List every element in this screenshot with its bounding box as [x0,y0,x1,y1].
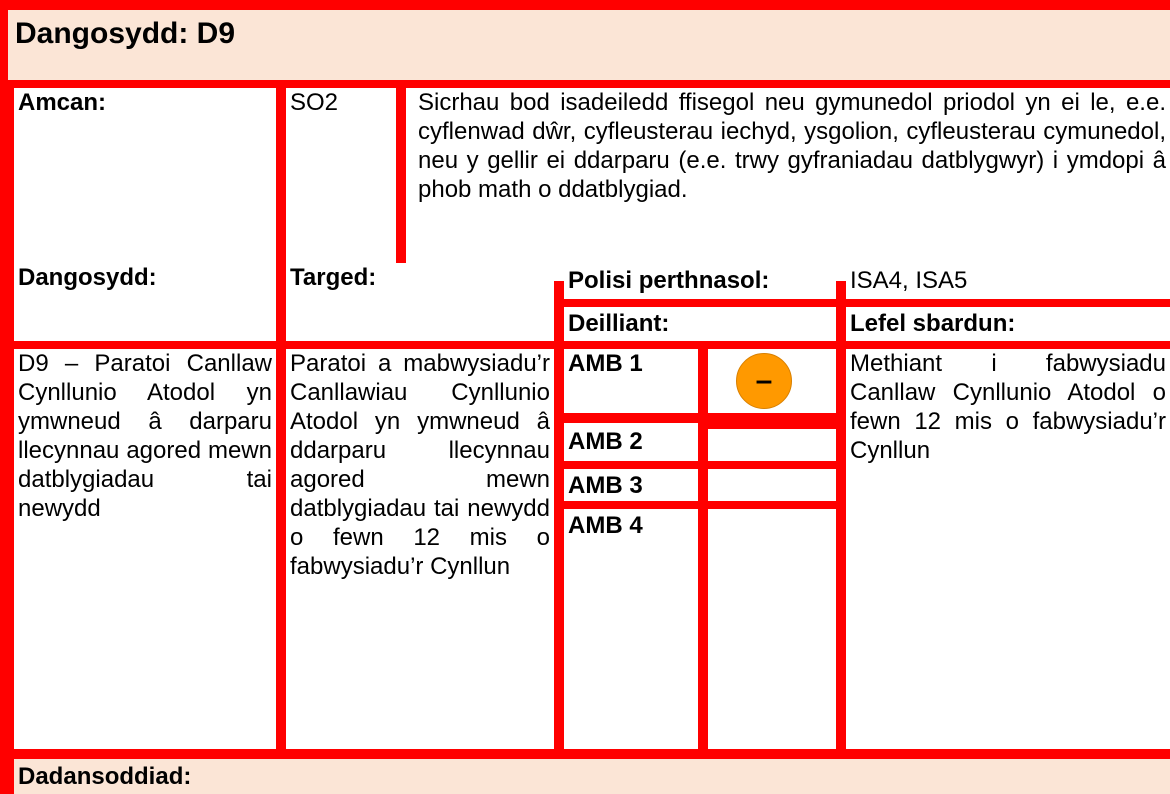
outcome-amb-4-status [708,509,836,749]
objective-text: Sicrhau bod isadeiledd ffisegol neu gymunedol priodol yn ei le, e.e. cyflenwad dŵr, cyfleusterau iechyd, ysgolion, cyfleusterau cymunedol, neu y gellir ei ddarparu (e.e. trwy gyfraniadau datblygwyr) i ymdopi â phob math o ddatblygiad. [406,88,1170,281]
analysis-label: Dadansoddiad: [14,759,1170,794]
outcome-column-header: Deilliant: [564,307,836,341]
outcome-amb-1-label: AMB 1 [564,349,698,413]
indicator-column-header: Dangosydd: [14,263,276,341]
target-column-header: Targed: [286,263,554,341]
neutral-status-icon: – [736,353,792,409]
outcome-amb-3-status [708,469,836,501]
policy-value: ISA4, ISA5 [846,263,1170,299]
target-description: Paratoi a mabwysiadu’r Canllawiau Cynllunio Atodol yn ymwneud â ddarparu llecynnau agored mewn datblygiadau tai newydd o fewn 12 mis o fabwysiadu’r Cynllun [286,349,554,749]
indicator-title: Dangosydd: D9 [8,10,1170,80]
policy-label: Polisi perthnasol: [564,263,836,299]
outcome-amb-4-label: AMB 4 [564,509,698,749]
objective-label: Amcan: [14,88,276,281]
trigger-column-header: Lefel sbardun: [846,307,1170,341]
objective-code: SO2 [286,88,396,281]
outcome-amb-2-label: AMB 2 [564,423,698,461]
trigger-description: Methiant i fabwysiadu Canllaw Cynllunio Atodol o fewn 12 mis o fabwysiadu’r Cynllun [846,349,1170,749]
indicator-description: D9 – Paratoi Canllaw Cynllunio Atodol yn ymwneud â darparu llecynnau agored mewn datblygiadau tai newydd [14,349,276,749]
outcome-amb-3-label: AMB 3 [564,469,698,501]
outcome-amb-2-status [708,429,836,461]
